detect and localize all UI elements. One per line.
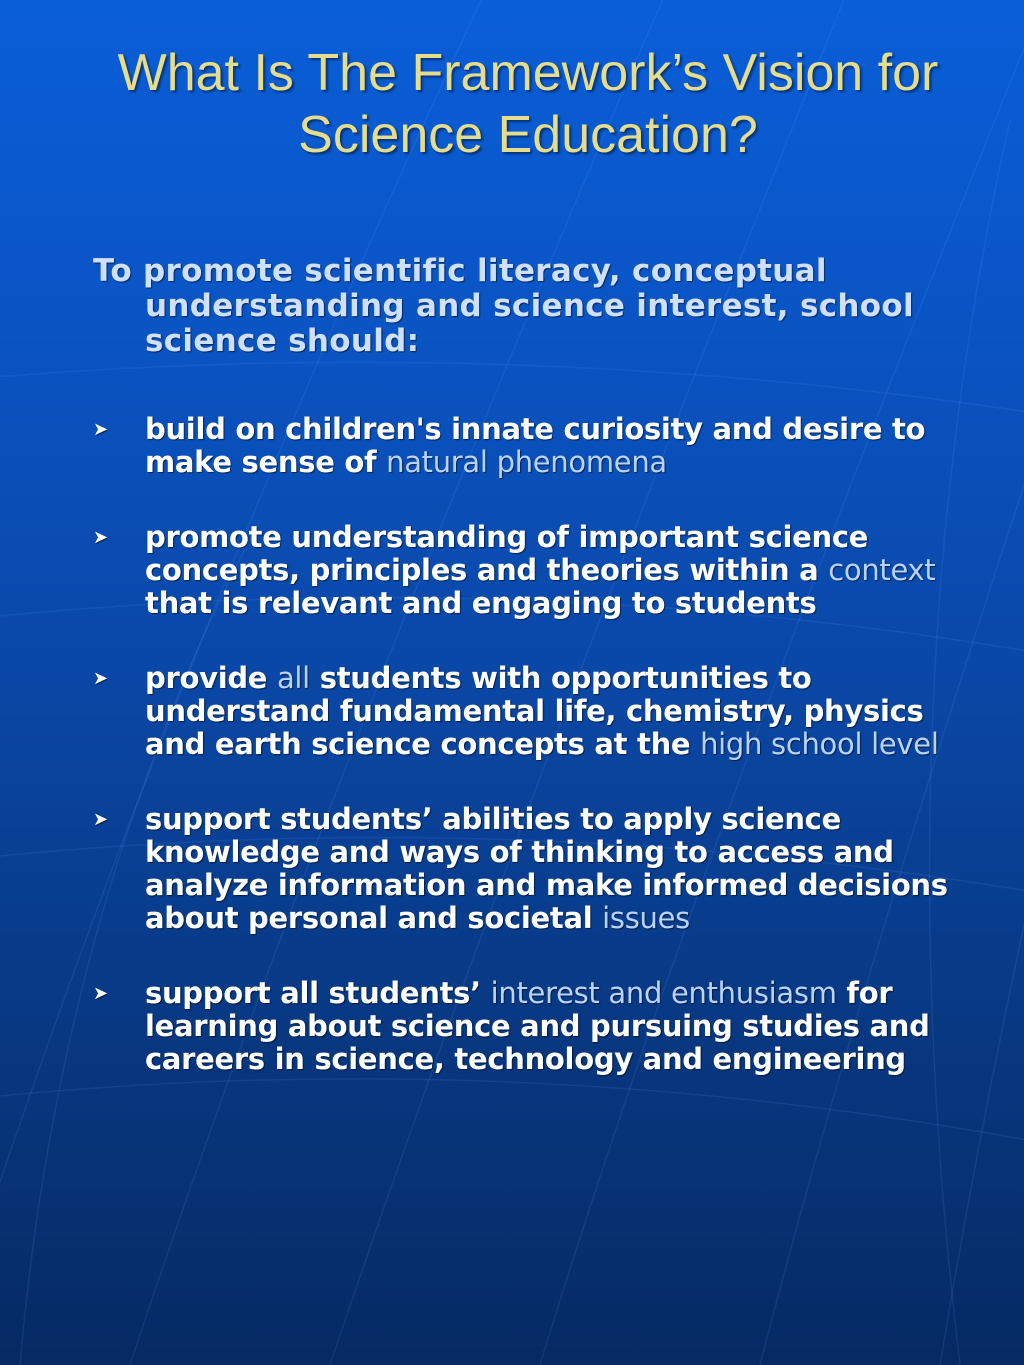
slide-title-line-2: Science Education?: [298, 106, 758, 165]
arrowhead-bullet-icon: ➤: [93, 527, 108, 548]
intro-paragraph: To promote scientific literacy, conceptual understanding and science interest, school science should:: [93, 253, 914, 359]
bullet-item-2: [93, 521, 973, 620]
bullet-text-part: promote understanding of important science concepts, principles and theories within a: [145, 520, 869, 587]
bullet-text: [145, 520, 935, 620]
slide-title-line-1: What Is The Framework’s Vision for: [117, 44, 939, 102]
bullet-highlight: all: [276, 661, 310, 695]
bullet-text-part: build on children's innate curiosity and desire to make sense of: [145, 412, 926, 479]
bullet-item-3: [93, 662, 973, 761]
arrowhead-bullet-icon: ➤: [93, 983, 108, 1004]
bullet-item-4: [93, 803, 973, 935]
arrowhead-bullet-icon: ➤: [93, 809, 108, 830]
bullet-text-part: provide: [145, 661, 277, 695]
slide-title: [40, 42, 1016, 167]
bullet-highlight: natural phenomena: [386, 445, 667, 479]
bullet-text-part: students with opportunities to understand fundamental life, chemistry, physics and earth science concepts at the: [145, 661, 924, 761]
bullet-text: [145, 412, 925, 479]
bullet-item-1: [93, 413, 973, 479]
bullet-text: [145, 661, 939, 761]
arrowhead-bullet-icon: ➤: [93, 419, 108, 440]
bullet-list: [93, 413, 973, 1076]
bullet-highlight: context: [828, 553, 936, 587]
arrowhead-bullet-icon: ➤: [93, 668, 108, 689]
bullet-text-part: that is relevant and engaging to students: [145, 586, 817, 620]
bullet-text-part: for learning about science and pursuing studies and careers in science, technology and engineering: [145, 976, 930, 1076]
slide-body: [93, 254, 973, 1118]
bullet-text-part: support all students’: [145, 976, 491, 1010]
bullet-highlight: issues: [602, 901, 690, 935]
bullet-highlight: interest and enthusiasm: [490, 976, 837, 1010]
bullet-item-5: [93, 977, 973, 1076]
bullet-text: [145, 802, 948, 935]
bullet-highlight: high school level: [700, 727, 939, 761]
bullet-text: [145, 976, 930, 1076]
bullet-text-part: support students’ abilities to apply science knowledge and ways of thinking to access and analyze information and make informed decisions about personal and societal: [145, 802, 948, 935]
